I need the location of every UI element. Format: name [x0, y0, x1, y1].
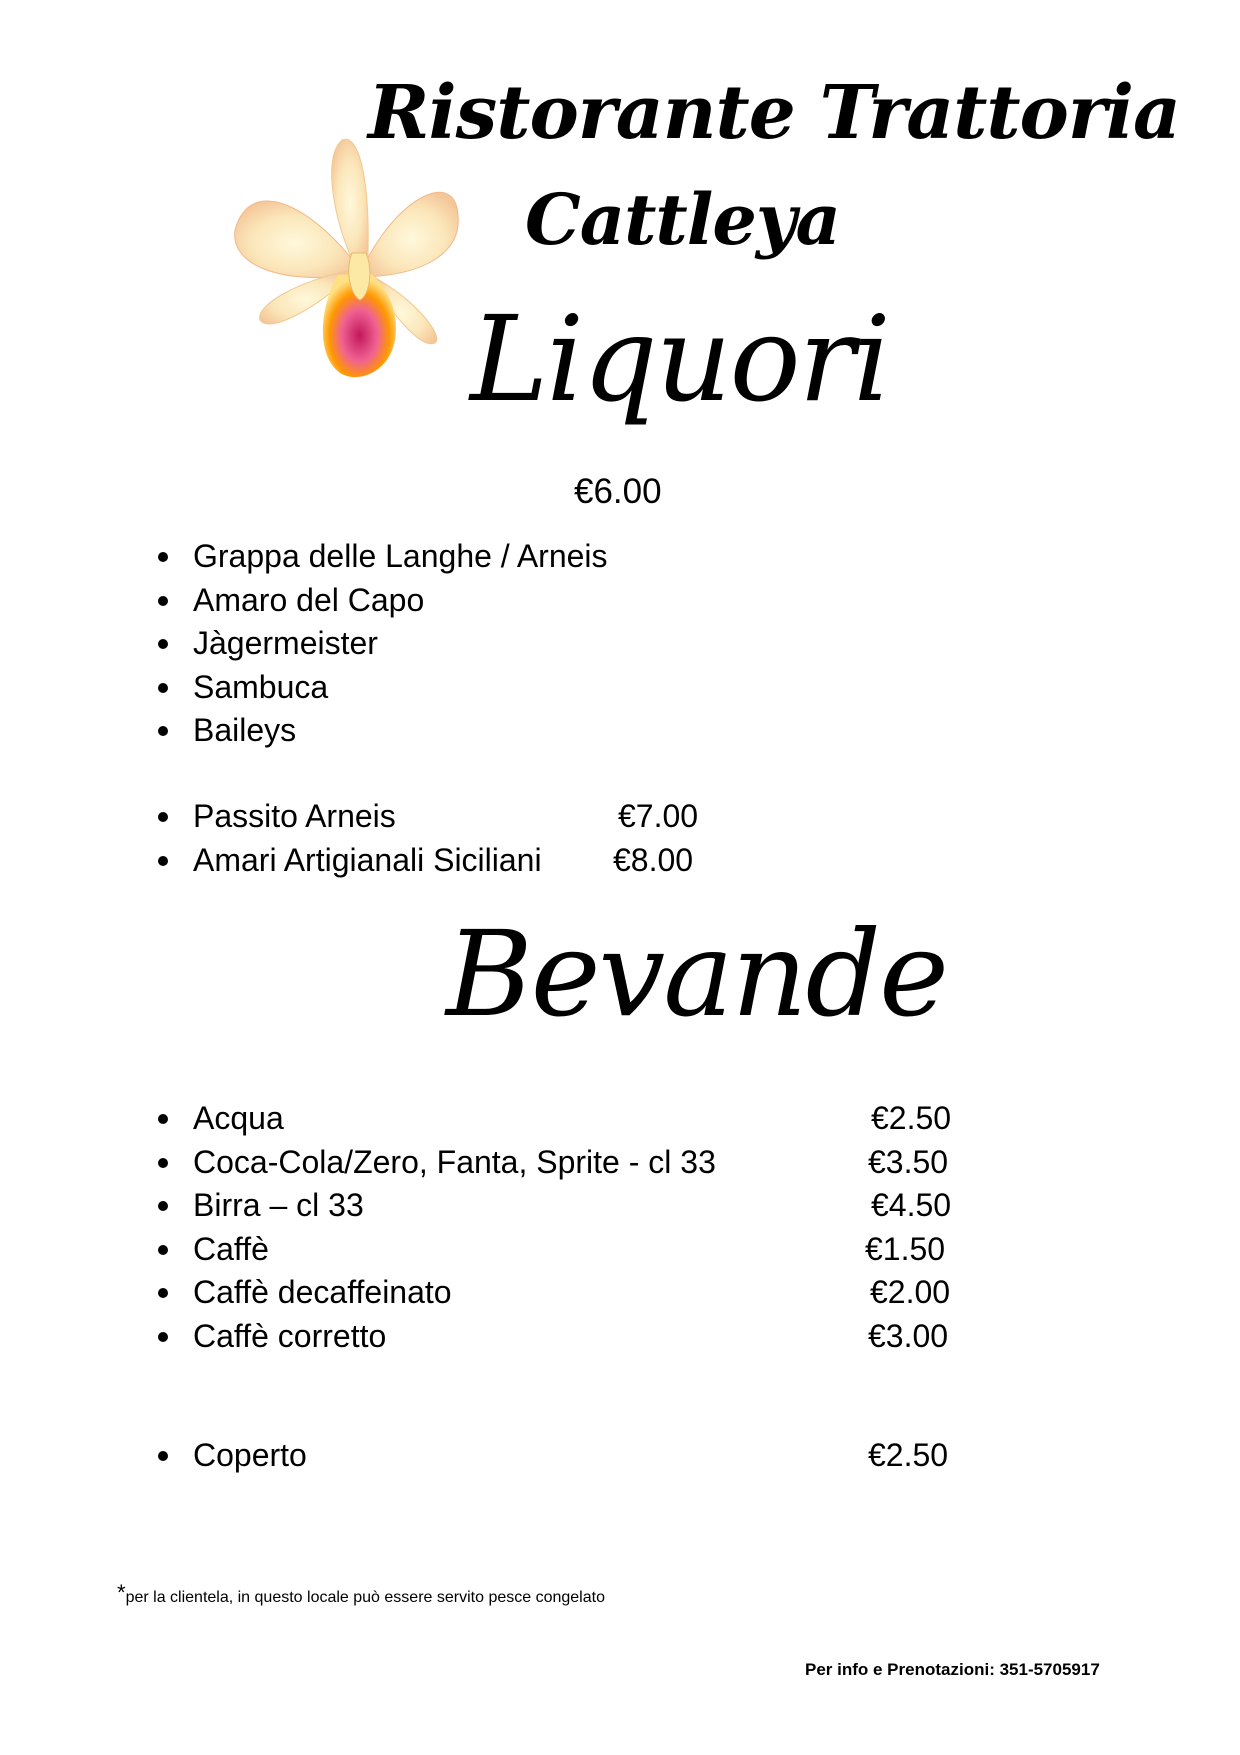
bullet-icon [158, 552, 168, 562]
liquori-list [158, 535, 1058, 753]
item-name: Caffè [193, 1230, 269, 1267]
bullet-icon [158, 726, 168, 736]
item-name: Grappa delle Langhe / Arneis [193, 538, 608, 574]
list-item [158, 795, 1058, 839]
list-item [158, 709, 1058, 753]
bullet-icon [158, 1114, 168, 1124]
bullet-icon [158, 1451, 168, 1461]
item-name: Coperto [193, 1437, 307, 1473]
list-item [158, 666, 1058, 710]
item-name: Acqua [193, 1100, 284, 1136]
bullet-icon [158, 1245, 168, 1255]
item-name: Caffè corretto [193, 1317, 387, 1354]
coperto-list [158, 1434, 1058, 1478]
restaurant-name-line2: Cattleya [525, 178, 840, 261]
list-item [158, 839, 1058, 883]
bullet-icon [158, 683, 168, 693]
list-item [158, 622, 1058, 666]
liquori-special-list [158, 795, 1058, 882]
bevande-list [158, 1097, 1058, 1358]
item-name: Caffè decaffeinato [193, 1274, 452, 1310]
item-name: Amaro del Capo [193, 581, 425, 618]
list-item [158, 535, 1058, 579]
bullet-icon [158, 1332, 168, 1342]
list-item [158, 1228, 1058, 1272]
item-price: €2.50 [871, 1100, 952, 1136]
item-name: Amari Artigianali Siciliani [193, 841, 542, 878]
footnote [117, 1580, 605, 1607]
item-price: €8.00 [613, 841, 694, 878]
item-price: €2.00 [870, 1274, 951, 1310]
bullet-icon [158, 639, 168, 649]
list-item [158, 1184, 1058, 1228]
bullet-icon [158, 1158, 168, 1168]
list-item [158, 1271, 1058, 1315]
item-price: €1.50 [865, 1230, 946, 1267]
item-price: €3.50 [868, 1143, 949, 1180]
bullet-icon [158, 812, 168, 822]
footnote-text: per la clientela, in questo locale può essere servito pesce congelato [125, 1589, 605, 1606]
item-name: Birra – cl 33 [193, 1187, 364, 1223]
item-price: €2.50 [868, 1437, 949, 1473]
orchid-flower-illustration [230, 135, 490, 400]
bullet-icon [158, 856, 168, 866]
item-name: Baileys [193, 712, 297, 748]
item-name: Jàgermeister [193, 625, 378, 661]
item-name: Passito Arneis [193, 798, 396, 834]
restaurant-name-line1: Ristorante Trattoria [368, 70, 1180, 156]
list-item [158, 1097, 1058, 1141]
bevande-section-title: Bevande [446, 905, 947, 1043]
footnote-star: * [117, 1580, 126, 1605]
item-name: Coca-Cola/Zero, Fanta, Sprite - cl 33 [193, 1143, 716, 1180]
list-item [158, 1315, 1058, 1359]
bullet-icon [158, 1201, 168, 1211]
bullet-icon [158, 596, 168, 606]
item-name: Sambuca [193, 668, 329, 705]
item-price: €4.50 [871, 1187, 952, 1223]
liquori-price: €6.00 [574, 472, 662, 511]
contact-info: Per info e Prenotazioni: 351-5705917 [805, 1660, 1100, 1679]
list-item [158, 579, 1058, 623]
item-price: €7.00 [618, 798, 699, 834]
bullet-icon [158, 1288, 168, 1298]
list-item [158, 1434, 1058, 1478]
item-price: €3.00 [868, 1317, 949, 1354]
list-item [158, 1141, 1058, 1185]
liquori-section-title: Liquori [470, 290, 889, 428]
